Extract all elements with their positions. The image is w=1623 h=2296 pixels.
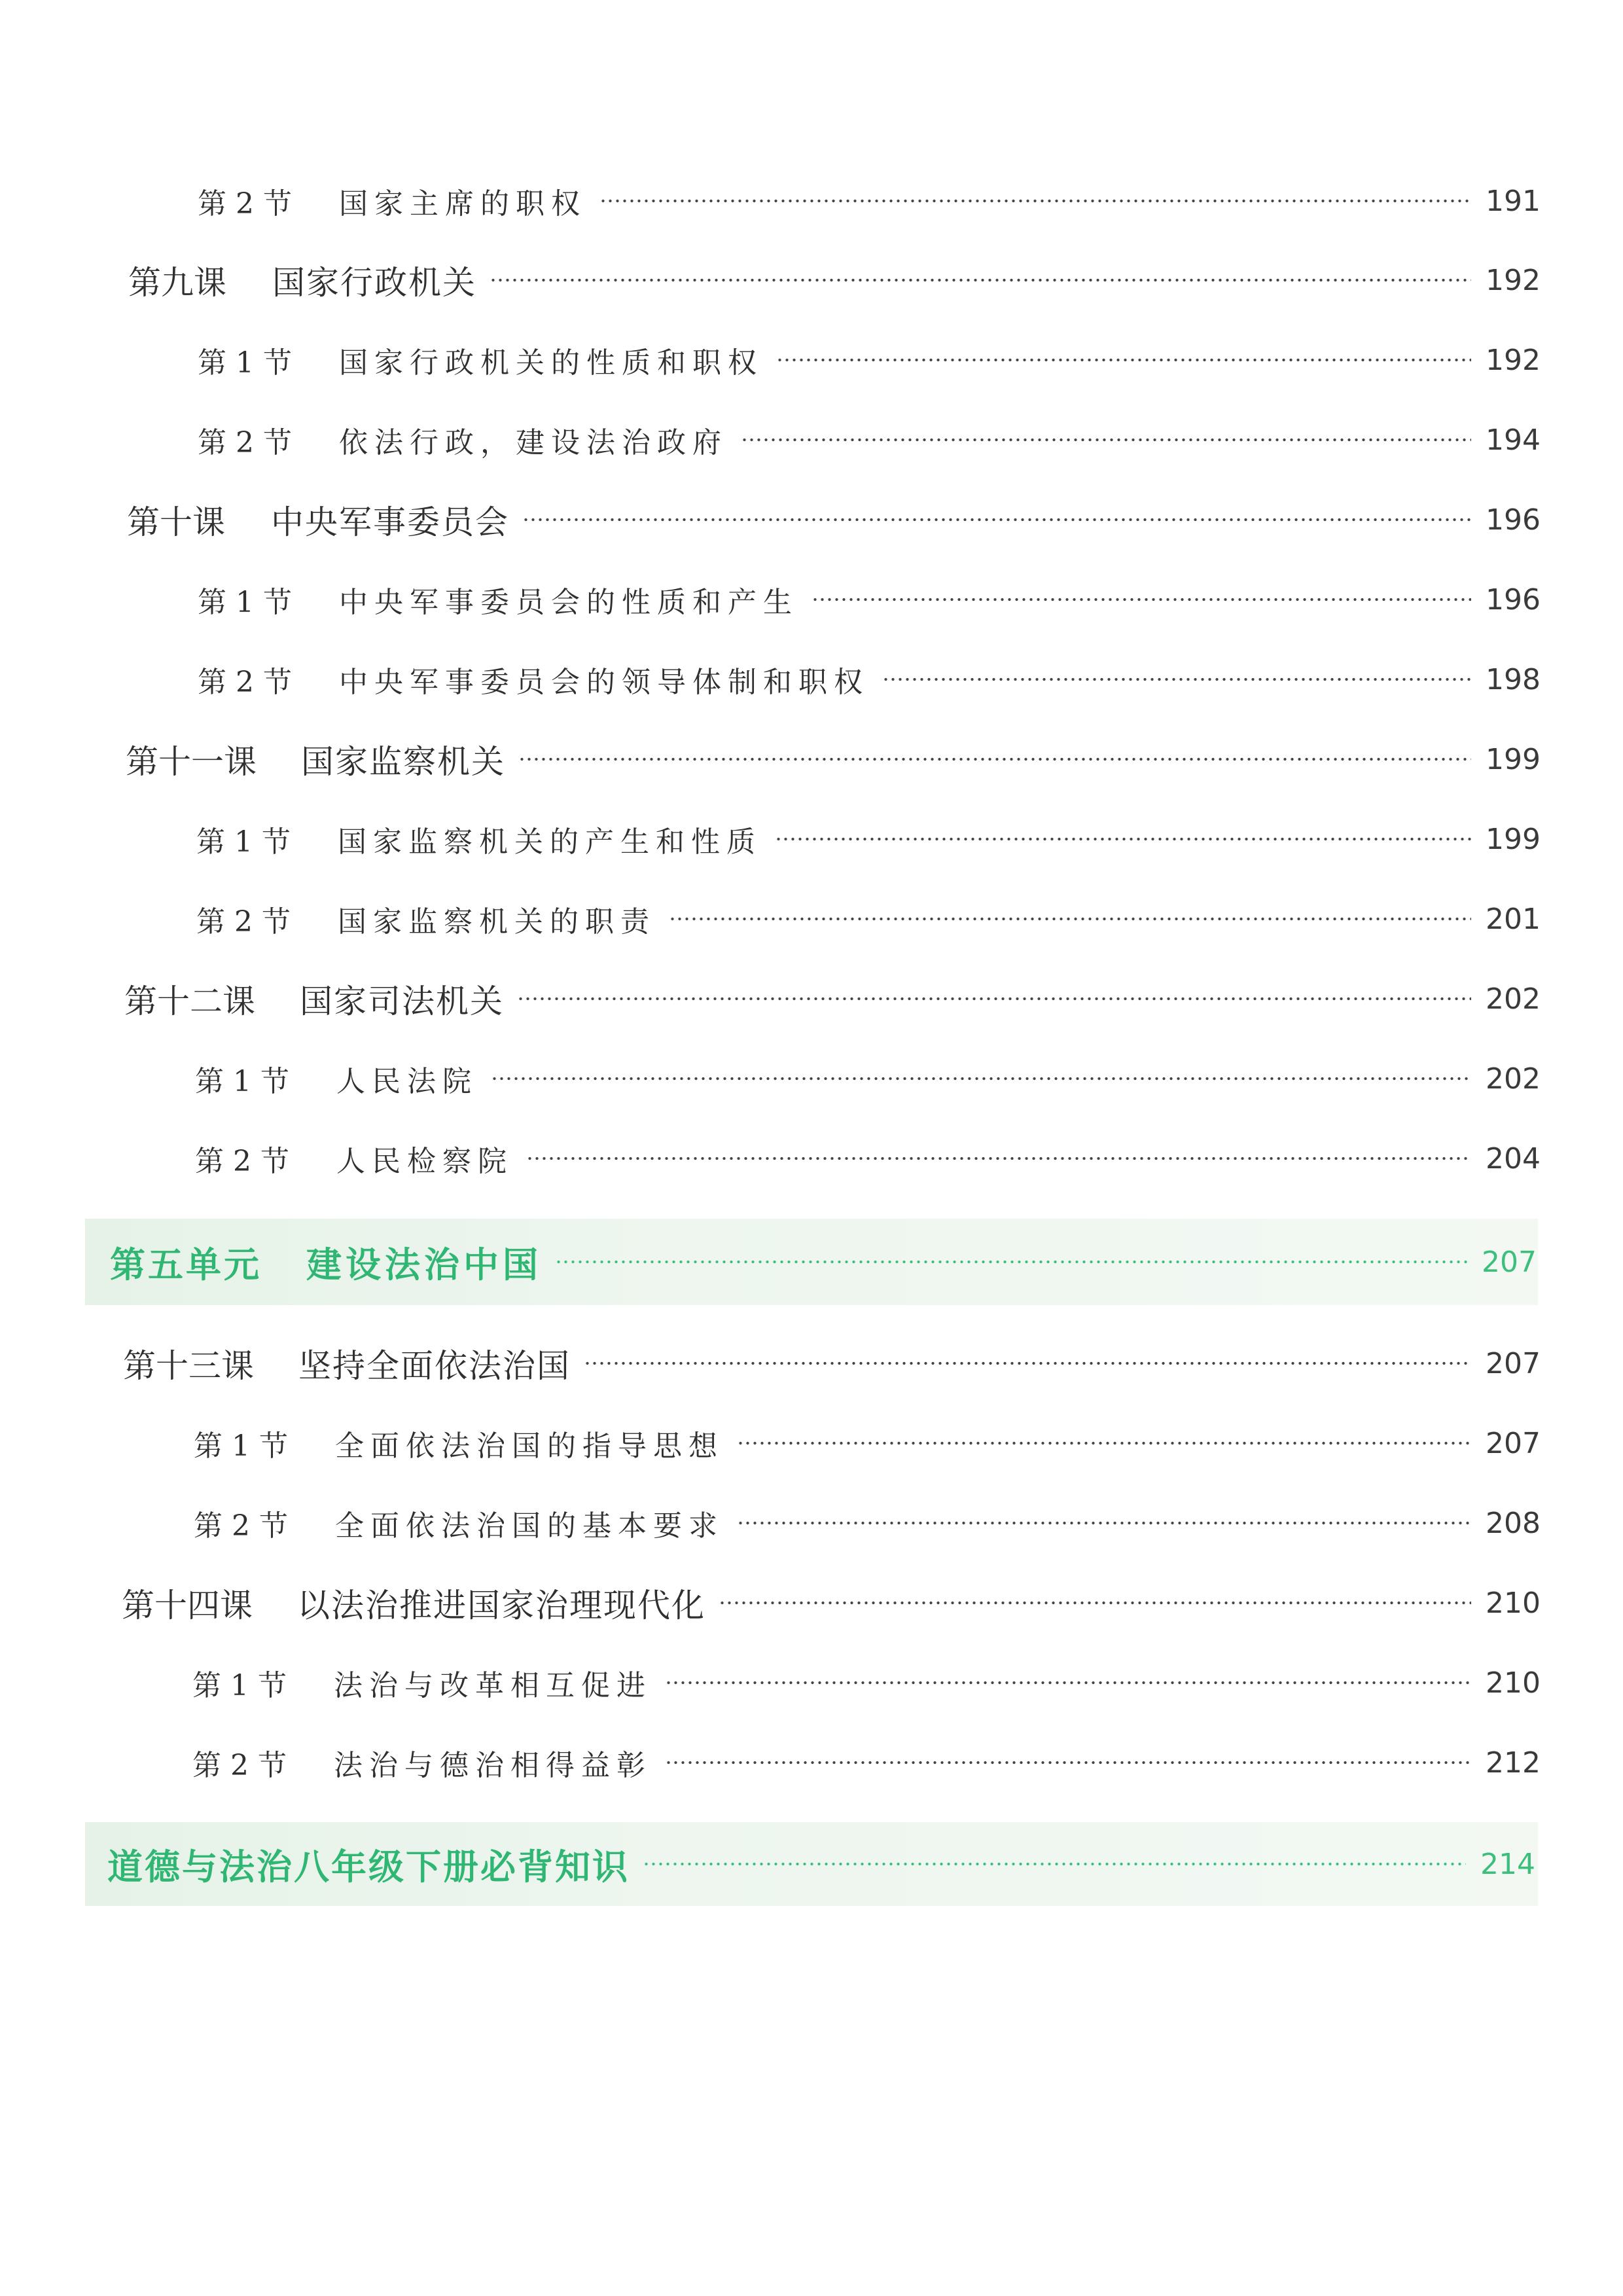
toc-row-lesson[interactable] [124, 969, 1541, 1028]
toc-row-lesson[interactable] [122, 1573, 1541, 1632]
page-number: 199 [1486, 742, 1541, 776]
section-title: 国家监察机关的职责 [338, 905, 656, 939]
unit-title: 建设法治中国 [306, 1244, 542, 1285]
page-number: 208 [1486, 1506, 1541, 1540]
toc-row-lesson[interactable] [123, 1334, 1541, 1393]
section-title: 人民检察院 [336, 1145, 513, 1178]
lesson-title: 以法治推进国家治理现代化 [297, 1587, 705, 1624]
page-number: 210 [1486, 1586, 1541, 1620]
page-number: 191 [1486, 184, 1541, 218]
section-title: 国家主席的职权 [339, 187, 586, 221]
section-title: 法治与改革相互促进 [334, 1669, 652, 1702]
toc-row-section[interactable] [195, 1129, 1541, 1188]
section-number: 第1节 [194, 1429, 297, 1463]
toc-row-section[interactable] [195, 1049, 1541, 1108]
section-title: 法治与德治相得益彰 [334, 1749, 652, 1782]
dot-leader [719, 1601, 1471, 1605]
dot-leader [741, 438, 1471, 442]
section-title: 全面依法治国的基本要求 [335, 1509, 724, 1543]
toc-row-lesson[interactable] [128, 251, 1541, 310]
toc-row-section[interactable] [194, 1494, 1541, 1552]
dot-leader [776, 358, 1471, 362]
dot-leader [775, 837, 1471, 841]
section-number: 第2节 [198, 187, 301, 221]
section-number: 第2节 [192, 1749, 296, 1782]
page-number: 192 [1486, 343, 1541, 377]
lesson-number: 第十一课 [126, 743, 257, 781]
section-number: 第1节 [198, 346, 301, 380]
dot-leader [599, 199, 1471, 203]
dot-leader [737, 1441, 1471, 1445]
page-number: 201 [1486, 902, 1541, 936]
page-number: 207 [1482, 1245, 1537, 1279]
dot-leader [491, 1077, 1471, 1081]
section-title: 中央军事委员会的性质和产生 [339, 586, 798, 619]
page-number: 210 [1486, 1666, 1541, 1700]
section-number: 第2节 [196, 905, 300, 939]
page-number: 204 [1486, 1141, 1541, 1175]
toc-row-section[interactable] [198, 331, 1541, 389]
toc-row-unit[interactable] [110, 1232, 1537, 1291]
toc-row-section[interactable] [198, 410, 1541, 469]
lesson-title: 坚持全面依法治国 [298, 1347, 571, 1385]
section-title: 人民法院 [336, 1065, 478, 1098]
section-number: 第1节 [198, 586, 301, 619]
section-title: 依法行政，建设法治政府 [339, 426, 728, 459]
page-number: 207 [1486, 1346, 1541, 1380]
page-number: 202 [1486, 1062, 1541, 1096]
toc-row-section[interactable] [198, 650, 1541, 709]
lesson-title: 国家司法机关 [300, 982, 504, 1020]
section-number: 第2节 [198, 666, 301, 699]
section-number: 第1节 [196, 825, 300, 859]
unit-number: 第五单元 [110, 1244, 262, 1285]
section-title: 国家监察机关的产生和性质 [338, 825, 762, 859]
lesson-number: 第十三课 [123, 1347, 254, 1385]
lesson-title: 中央军事委员会 [271, 503, 509, 541]
final-section-title: 道德与法治八年级下册必背知识 [107, 1846, 630, 1888]
toc-row-lesson[interactable] [127, 490, 1541, 549]
dot-leader [669, 917, 1471, 921]
page-number: 214 [1480, 1847, 1535, 1881]
toc-row-section[interactable] [192, 1733, 1541, 1792]
lesson-number: 第十课 [127, 503, 225, 541]
section-title: 国家行政机关的性质和职权 [339, 346, 763, 380]
dot-leader [490, 278, 1471, 282]
section-title: 全面依法治国的指导思想 [335, 1429, 724, 1463]
lesson-title: 国家监察机关 [301, 743, 505, 781]
toc-row-lesson[interactable] [126, 730, 1541, 789]
dot-leader [517, 997, 1471, 1001]
page-number: 212 [1486, 1746, 1541, 1780]
dot-leader [584, 1361, 1471, 1365]
toc-row-final[interactable] [107, 1835, 1535, 1893]
section-number: 第2节 [194, 1509, 297, 1543]
lesson-title: 国家行政机关 [272, 264, 476, 302]
page-number: 207 [1486, 1426, 1541, 1460]
dot-leader [643, 1862, 1466, 1866]
dot-leader [737, 1521, 1471, 1525]
section-title: 中央军事委员会的领导体制和职权 [339, 666, 869, 699]
dot-leader [665, 1761, 1471, 1765]
page-number: 196 [1486, 503, 1541, 537]
dot-leader [665, 1681, 1471, 1685]
toc-row-section[interactable] [196, 889, 1541, 948]
page-number: 192 [1486, 263, 1541, 297]
page-number: 199 [1486, 822, 1541, 856]
page-number: 202 [1486, 982, 1541, 1016]
toc-row-section[interactable] [198, 570, 1541, 629]
dot-leader [812, 598, 1471, 601]
page-number: 198 [1486, 662, 1541, 696]
dot-leader [522, 518, 1471, 522]
toc-row-section[interactable] [192, 1653, 1541, 1712]
lesson-number: 第十二课 [124, 982, 255, 1020]
section-number: 第1节 [192, 1669, 296, 1702]
section-number: 第2节 [198, 426, 301, 459]
dot-leader [526, 1157, 1471, 1160]
dot-leader [518, 757, 1471, 761]
page-number: 196 [1486, 583, 1541, 617]
lesson-number: 第九课 [128, 264, 226, 302]
dot-leader [882, 677, 1471, 681]
page-number: 194 [1486, 423, 1541, 457]
toc-row-section[interactable] [198, 171, 1541, 230]
toc-row-section[interactable] [196, 810, 1541, 869]
section-number: 第2节 [195, 1145, 298, 1178]
toc-row-section[interactable] [194, 1414, 1541, 1473]
section-number: 第1节 [195, 1065, 298, 1098]
lesson-number: 第十四课 [122, 1587, 253, 1624]
dot-leader [555, 1260, 1467, 1264]
